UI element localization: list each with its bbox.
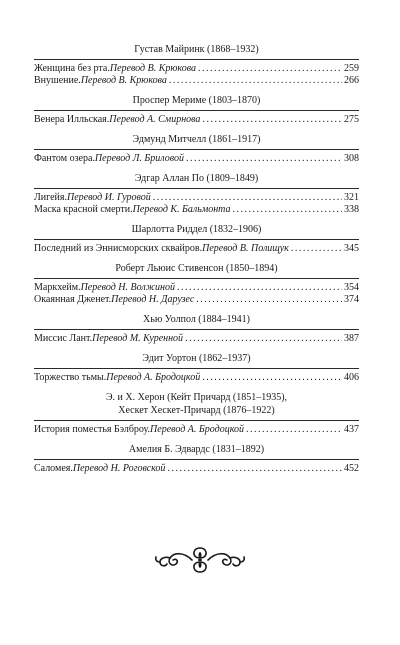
toc-section [34, 133, 359, 165]
dot-leader [177, 282, 342, 294]
page-number: 321 [344, 192, 359, 203]
table-of-contents [34, 43, 359, 482]
toc-entry[interactable] [34, 114, 359, 126]
author-heading: Э. и Х. Херон (Кейт Причард (1851–1935), [105, 392, 288, 403]
toc-entry[interactable] [34, 192, 359, 204]
toc-entry[interactable] [34, 463, 359, 475]
translator-credit: Перевод И. Гуровой [67, 192, 151, 203]
story-title: Маска красной смерти. [34, 204, 133, 215]
section-divider [34, 420, 359, 421]
page-number: 452 [344, 463, 359, 474]
translator-credit: Перевод А. Бродоцкой [106, 372, 201, 383]
toc-entry[interactable] [34, 63, 359, 75]
story-title: История поместья Бэлброу. [34, 424, 151, 435]
section-divider [34, 188, 359, 189]
translator-credit: Перевод К. Бальмонта [132, 204, 231, 215]
toc-section [34, 43, 359, 87]
section-divider [34, 239, 359, 240]
section-divider [34, 149, 359, 150]
section-divider [34, 110, 359, 111]
dot-leader [153, 192, 342, 204]
toc-entry[interactable] [34, 204, 359, 216]
story-title: Лигейя. [34, 192, 67, 203]
dot-leader [185, 333, 342, 345]
dot-leader [202, 114, 342, 126]
toc-entry[interactable] [34, 333, 359, 345]
page-number: 374 [344, 294, 359, 305]
page-number: 406 [344, 372, 359, 383]
author-heading: Хью Уолпол (1884–1941) [143, 314, 250, 325]
translator-credit: Перевод В. Крюкова [80, 75, 167, 86]
translator-credit: Перевод Н. Роговской [72, 463, 166, 474]
toc-section [34, 352, 359, 384]
dot-leader [167, 463, 342, 475]
translator-credit: Перевод Л. Бриловой [94, 153, 185, 164]
story-title: Венера Илльская. [34, 114, 110, 125]
story-title: Маркхейм. [34, 282, 81, 293]
story-title: Женщина без рта. [34, 63, 110, 74]
page-number: 259 [344, 63, 359, 74]
translator-credit: Перевод В. Полищук [202, 243, 289, 254]
story-title: Последний из Эннисморских сквайров. [34, 243, 203, 254]
dot-leader [233, 204, 342, 216]
author-heading: Амелия Б. Эдвардс (1831–1892) [128, 444, 265, 455]
toc-entry[interactable] [34, 294, 359, 306]
toc-section [34, 94, 359, 126]
story-title: Саломея. [34, 463, 73, 474]
author-heading: Эдгар Аллан По (1809–1849) [134, 173, 259, 184]
story-title: Торжество тьмы. [34, 372, 107, 383]
dot-leader [202, 372, 342, 384]
toc-section [34, 172, 359, 216]
author-heading: Эдмунд Митчелл (1861–1917) [132, 134, 261, 145]
section-divider [34, 59, 359, 60]
author-heading: Проспер Мериме (1803–1870) [132, 95, 261, 106]
toc-section [34, 443, 359, 475]
author-heading: Хескет Хескет-Причард (1876–1922) [118, 405, 275, 416]
author-heading: Густав Майринк (1868–1932) [134, 44, 259, 55]
translator-credit: Перевод А. Бродоцкой [150, 424, 245, 435]
page-number: 354 [344, 282, 359, 293]
flourish-ornament-icon [150, 540, 250, 580]
dot-leader [246, 424, 342, 436]
page-number: 387 [344, 333, 359, 344]
translator-credit: Перевод М. Куренной [92, 333, 184, 344]
toc-entry[interactable] [34, 424, 359, 436]
translator-credit: Перевод В. Крюкова [109, 63, 196, 74]
page-number: 338 [344, 204, 359, 215]
toc-section [34, 223, 359, 255]
toc-entry[interactable] [34, 243, 359, 255]
section-divider [34, 368, 359, 369]
page-number: 275 [344, 114, 359, 125]
toc-section [34, 262, 359, 306]
author-heading: Роберт Льюис Стивенсон (1850–1894) [115, 263, 278, 274]
section-divider [34, 329, 359, 330]
story-title: Окаянная Дженет. [34, 294, 112, 305]
toc-entry[interactable] [34, 282, 359, 294]
author-heading: Эдит Уортон (1862–1937) [142, 353, 251, 364]
story-title: Внушение. [34, 75, 81, 86]
page-number: 345 [344, 243, 359, 254]
toc-entry[interactable] [34, 153, 359, 165]
dot-leader [291, 243, 342, 255]
dot-leader [196, 294, 342, 306]
story-title: Миссис Лант. [34, 333, 93, 344]
toc-section [34, 313, 359, 345]
page-number: 437 [344, 424, 359, 435]
toc-entry[interactable] [34, 372, 359, 384]
toc-section [34, 391, 359, 436]
translator-credit: Перевод А. Смирнова [109, 114, 201, 125]
dot-leader [198, 63, 342, 75]
translator-credit: Перевод Н. Дарузес [111, 294, 195, 305]
translator-credit: Перевод Н. Волжиной [80, 282, 176, 293]
toc-entry[interactable] [34, 75, 359, 87]
page-number: 266 [344, 75, 359, 86]
author-heading: Шарлотта Риддел (1832–1906) [131, 224, 262, 235]
dot-leader [186, 153, 342, 165]
dot-leader [169, 75, 342, 87]
section-divider [34, 459, 359, 460]
page-number: 308 [344, 153, 359, 164]
section-divider [34, 278, 359, 279]
story-title: Фантом озера. [34, 153, 95, 164]
